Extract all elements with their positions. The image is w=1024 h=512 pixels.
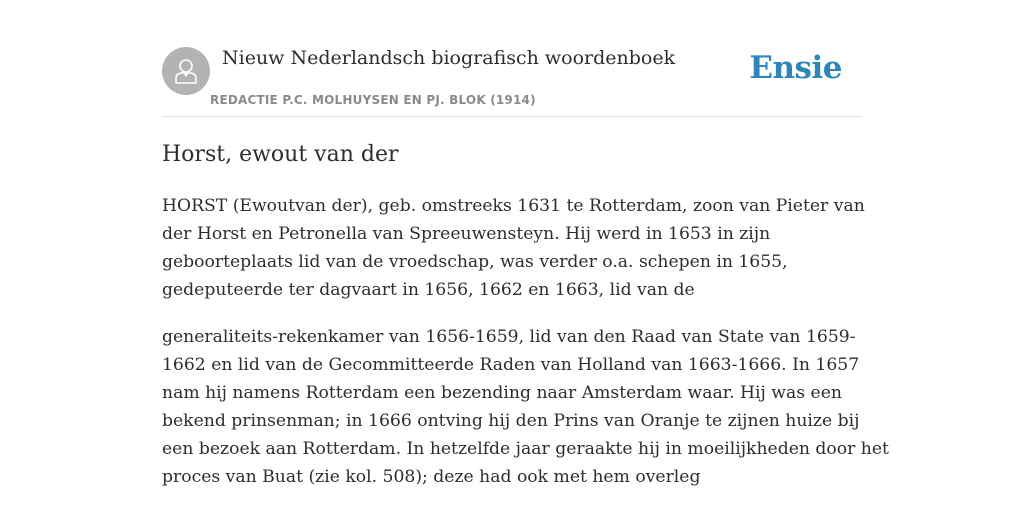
paragraph-line: der Horst en Petronella van Spreeuwensteyn. Hij werd in 1653 in zijn xyxy=(162,224,771,244)
paragraph-line: bekend prinsenman; in 1666 ontving hij den Prins van Oranje te zijnen huize bij xyxy=(162,411,860,431)
paragraph-line: HORST (Ewoutvan der), geb. omstreeks 1631 te Rotterdam, zoon van Pieter van xyxy=(162,196,865,216)
entry-title: Horst, ewout van der xyxy=(162,142,399,167)
source-title[interactable]: Nieuw Nederlandsch biografisch woordenboek xyxy=(222,47,676,69)
paragraph-line: generaliteits-rekenkamer van 1656-1659, lid van den Raad van State van 1659- xyxy=(162,327,856,347)
paragraph-line: gedeputeerde ter dagvaart in 1656, 1662 en 1663, lid van de xyxy=(162,280,695,300)
source-editors: REDACTIE P.C. MOLHUYSEN EN PJ. BLOK (1914) xyxy=(210,93,536,107)
paragraph-line: nam hij namens Rotterdam een bezending naar Amsterdam waar. Hij was een xyxy=(162,383,842,403)
brand-logo[interactable]: Ensie xyxy=(749,50,842,86)
paragraph-line: een bezoek aan Rotterdam. In hetzelfde jaar geraakte hij in moeilijkheden door het xyxy=(162,439,889,459)
paragraph-line: 1662 en lid van de Gecommitteerde Raden van Holland van 1663-1666. In 1657 xyxy=(162,355,860,375)
avatar[interactable] xyxy=(162,47,210,95)
source-header xyxy=(162,46,862,117)
entry-paragraph xyxy=(162,192,865,304)
paragraph-line: proces van Buat (zie kol. 508); deze had ook met hem overleg xyxy=(162,467,701,487)
entry-paragraph xyxy=(162,323,889,491)
paragraph-line: geboorteplaats lid van de vroedschap, was verder o.a. schepen in 1655, xyxy=(162,252,788,272)
user-icon xyxy=(173,57,199,85)
